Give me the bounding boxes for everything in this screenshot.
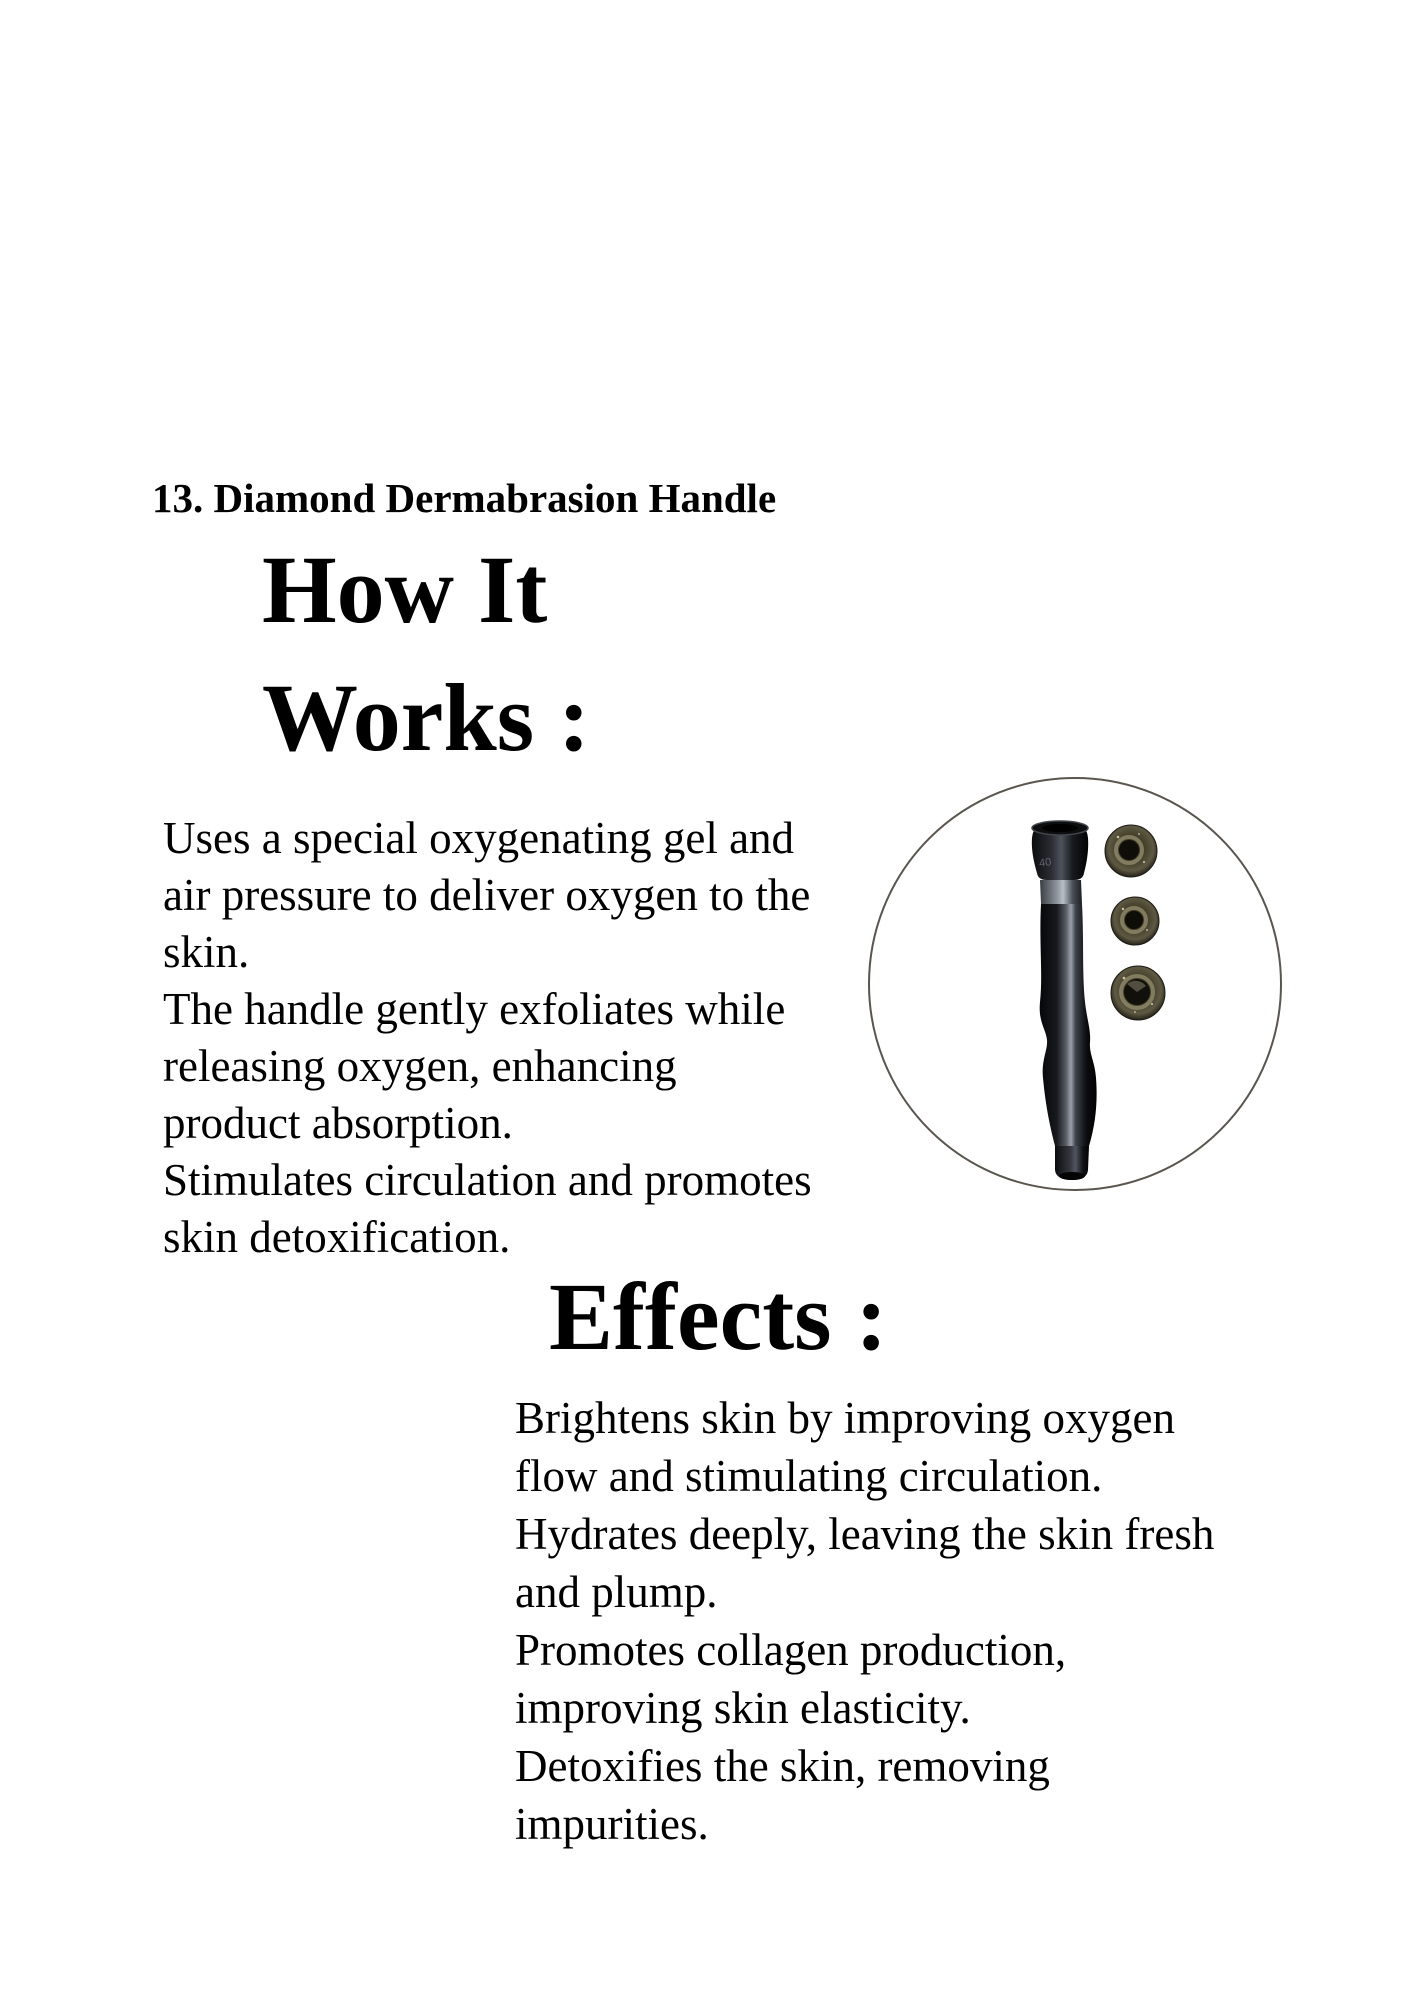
text-line: impurities.	[515, 1799, 709, 1849]
text-line: The handle gently exfoliates while	[163, 984, 786, 1034]
text-line: Detoxifies the skin, removing	[515, 1741, 1050, 1791]
section-title: 13. Diamond Dermabrasion Handle	[152, 475, 777, 521]
how-it-works-heading-line2: Works :	[262, 664, 591, 771]
how-it-works-heading	[262, 526, 590, 782]
text-line: Brightens skin by improving oxygen	[515, 1393, 1175, 1443]
text-line: Uses a special oxygenating gel and	[163, 813, 795, 863]
diamond-tip-ring-top	[1105, 825, 1157, 877]
diamond-tip-ring-middle	[1111, 897, 1159, 945]
text-line: skin detoxification.	[163, 1212, 511, 1262]
text-line: Hydrates deeply, leaving the skin fresh	[515, 1509, 1215, 1559]
effects-heading: Effects :	[549, 1263, 888, 1370]
text-line: Promotes collagen production,	[515, 1625, 1067, 1675]
how-it-works-body	[163, 810, 812, 1266]
text-line: improving skin elasticity.	[515, 1683, 971, 1733]
text-line: and plump.	[515, 1567, 718, 1617]
diamond-tip-ring-bottom	[1111, 966, 1165, 1020]
text-line: releasing oxygen, enhancing	[163, 1041, 677, 1091]
text-line: air pressure to deliver oxygen to the	[163, 870, 811, 920]
how-it-works-heading-line1: How It	[262, 536, 548, 643]
handle-engraving: 40	[1038, 856, 1053, 870]
text-line: flow and stimulating circulation.	[515, 1451, 1103, 1501]
text-line: product absorption.	[163, 1098, 513, 1148]
effects-body	[515, 1389, 1214, 1853]
text-line: skin.	[163, 927, 250, 977]
product-image	[865, 774, 1285, 1194]
text-line: Stimulates circulation and promotes	[163, 1155, 812, 1205]
